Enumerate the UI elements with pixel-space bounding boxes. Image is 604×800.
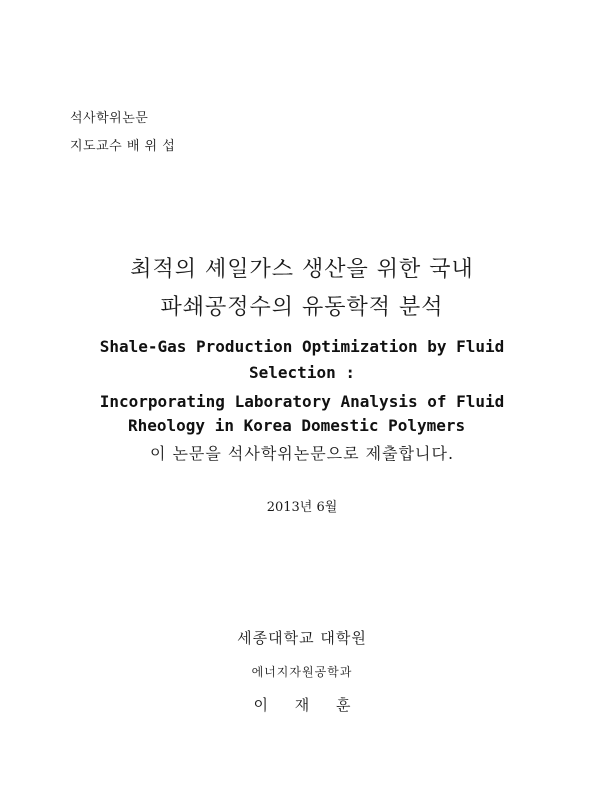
korean-title-line-1: 최적의 셰일가스 생산을 위한 국내 [130, 257, 474, 282]
author-name: 이 재 훈 [253, 696, 351, 714]
submission-date: 2013년 6월 [266, 500, 338, 515]
degree-type: 석사학위논문 [70, 111, 149, 126]
advisor-name: 지도교수 배 위 섭 [70, 139, 176, 154]
korean-title-line-2: 파쇄공정수의 유동학적 분석 [160, 295, 444, 320]
english-title-line-4: Rheology in Korea Domestic Polymers [128, 416, 466, 435]
university-name: 세종대학교 대학원 [237, 629, 367, 647]
department-name: 에너지자원공학과 [251, 665, 353, 679]
english-title-line-2: Selection : [249, 363, 355, 382]
english-title-line-1: Shale-Gas Production Optimization by Fluid [99, 337, 505, 356]
submission-statement: 이 논문을 석사학위논문으로 제출합니다. [149, 444, 455, 463]
english-title-line-3: Incorporating Laboratory Analysis of Fluid [99, 392, 505, 411]
